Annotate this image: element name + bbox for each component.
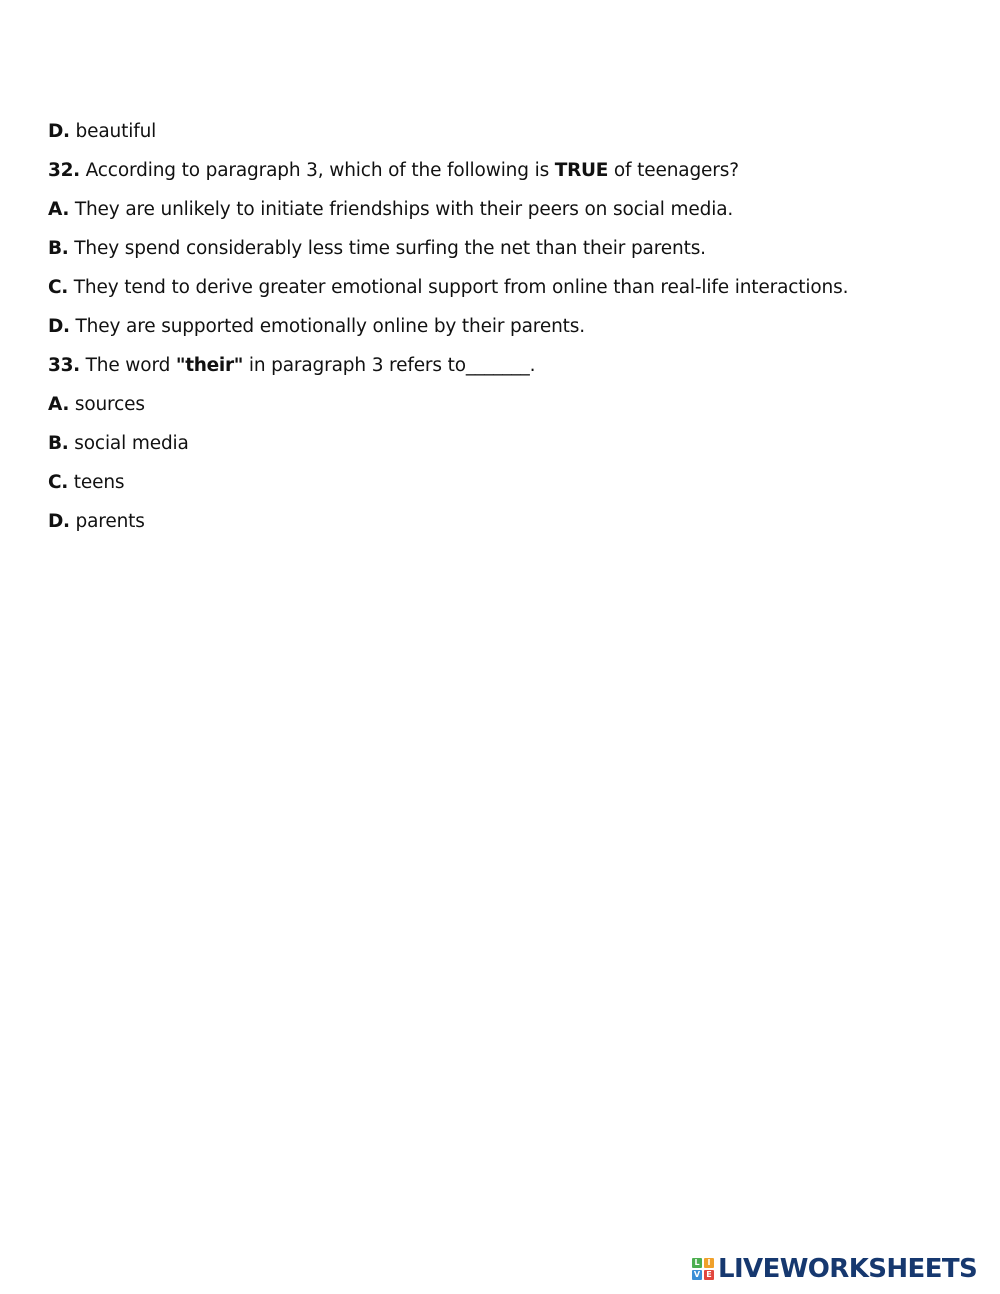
option-label: A. [48, 199, 70, 220]
question-number: 33. [48, 355, 80, 376]
logo-mark-e: E [704, 1270, 714, 1280]
logo-mark-v: V [693, 1270, 701, 1279]
option-b-q32 [48, 237, 706, 261]
logo-mark-icon [692, 1258, 714, 1280]
option-text: They are supported emotionally online by their parents. [75, 316, 585, 337]
question-32 [48, 159, 739, 183]
liveworksheets-logo [692, 1254, 977, 1284]
logo-mark-i: I [704, 1258, 714, 1268]
question-text-start: According to paragraph 3, which of the following is [85, 160, 550, 181]
option-label: D. [48, 121, 70, 142]
question-33 [48, 354, 535, 378]
option-b-q33 [48, 432, 189, 456]
option-label: D. [48, 511, 70, 532]
option-d-q33 [48, 510, 145, 534]
option-text: They tend to derive greater emotional support from online than real-life interactions. [73, 277, 849, 298]
option-text: sources [74, 394, 145, 415]
option-d-q31 [48, 120, 156, 144]
option-c-q32 [48, 276, 848, 300]
option-d-q32 [48, 315, 585, 339]
logo-mark-l: L [692, 1258, 702, 1268]
option-label: D. [48, 316, 70, 337]
option-text: social media [74, 433, 189, 454]
option-label: C. [48, 472, 69, 493]
option-text: teens [73, 472, 125, 493]
question-text-end: in paragraph 3 refers to_______. [248, 355, 536, 376]
option-text: parents [75, 511, 145, 532]
option-c-q33 [48, 471, 124, 495]
question-text-end: of teenagers? [613, 160, 739, 181]
question-number: 32. [48, 160, 80, 181]
option-a-q32 [48, 198, 733, 222]
option-text: They spend considerably less time surfing the net than their parents. [74, 238, 706, 259]
option-label: B. [48, 238, 69, 259]
option-text: beautiful [75, 121, 157, 142]
option-a-q33 [48, 393, 145, 417]
logo-text: LIVEWORKSHEETS [718, 1254, 978, 1284]
option-label: B. [48, 433, 69, 454]
question-text-start: The word [85, 355, 171, 376]
option-label: A. [48, 394, 70, 415]
question-emphasis: TRUE [554, 160, 609, 181]
question-emphasis: "their" [175, 355, 244, 376]
option-label: C. [48, 277, 69, 298]
option-text: They are unlikely to initiate friendships with their peers on social media. [74, 199, 734, 220]
